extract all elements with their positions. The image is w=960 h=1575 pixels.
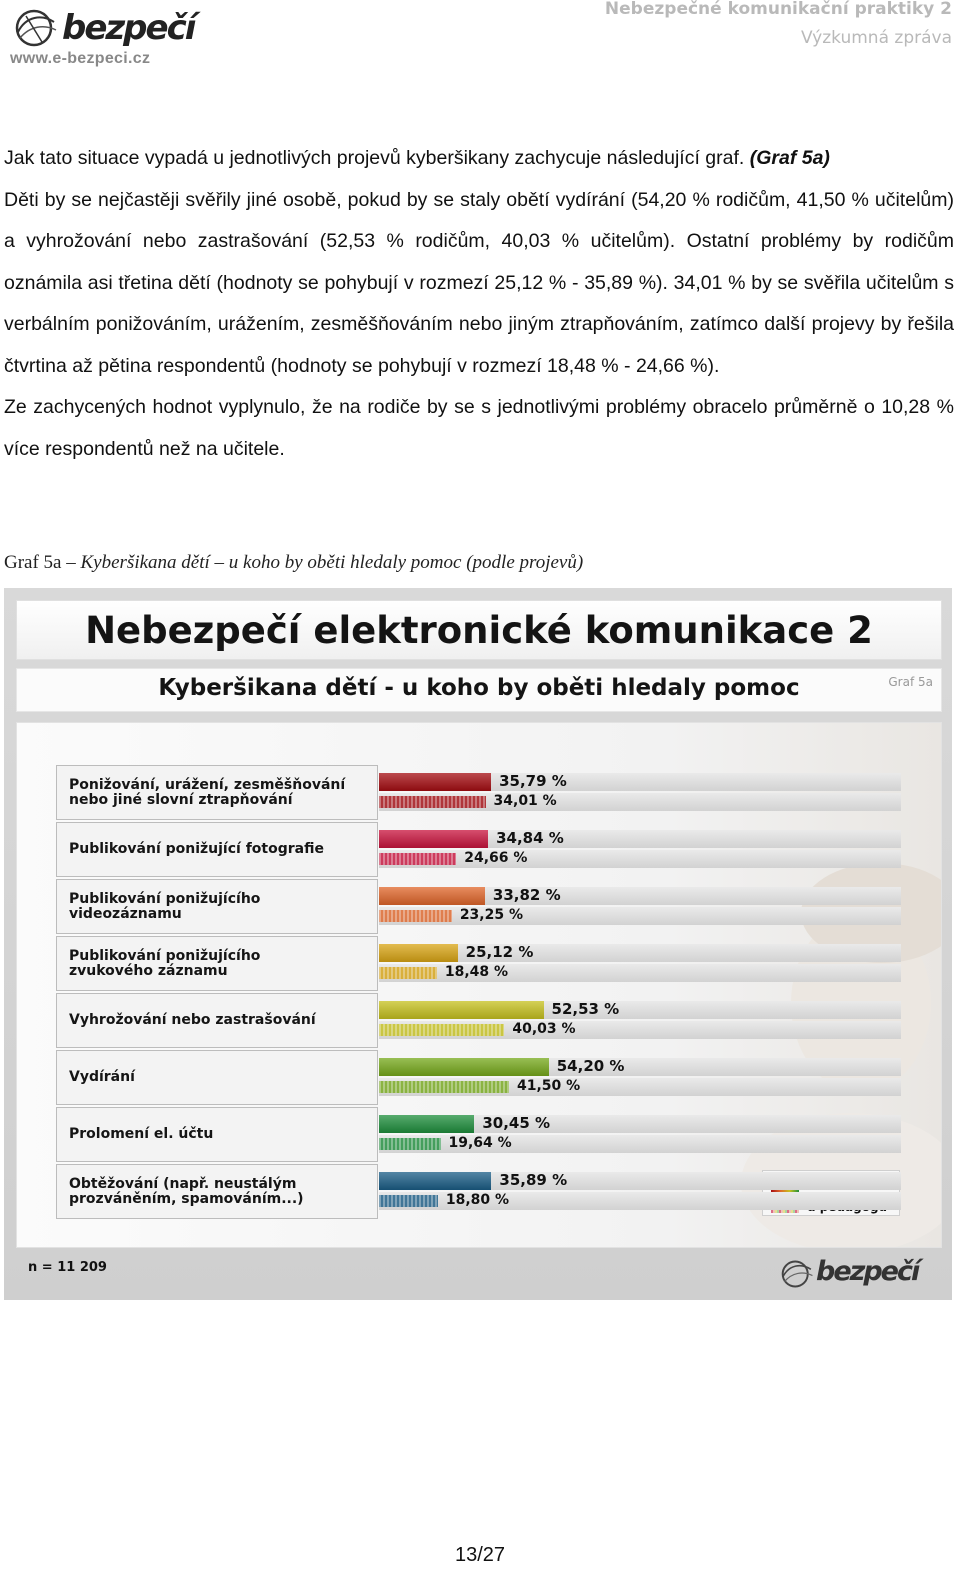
chart-title: Nebezpečí elektronické komunikace 2 [85,609,873,652]
chart-subtitle-box [16,668,942,712]
chart-subtitle: Kyberšikana dětí - u koho by oběti hledaly pomoc [158,675,800,701]
bar-teachers [379,853,456,865]
bezpeci-logo-icon [778,1256,814,1292]
value-label-teachers: 24,66 % [464,850,528,866]
bar-parents [379,830,488,848]
value-label-teachers: 41,50 % [516,1078,581,1094]
bar-teachers [379,796,486,808]
value-label-teachers: 40,03 % [512,1021,576,1037]
value-label-teachers: 19,64 % [448,1135,512,1151]
paragraph-findings: Děti by se nejčastěji svěřily jiné osobě, pokud by se staly obětí vydírání (54,20 % rodičům, 41,50 % učitelům) a vyhrožování nebo zastrašování (52,53 % rodičům, 40,03 % učitelům). Ostatní problémy by rodičům oznámila asi třetina dětí (hodnoty se pohybují v rozmezí 25,12 % - 35,89 %). 34,01 % by se svěřila učitelům s verbálním ponižováním, urážením, zesměšňováním nebo jiným ztrapňováním, zatímco další projevy by řešila čtvrtina až pětina respondentů (hodnoty se pohybují v rozmezí 18,48 % - 24,66 %). [4,188,954,377]
value-label-parents: 35,79 % [499,772,567,790]
category-label: Vydírání [56,1050,378,1105]
paragraph-intro [4,138,954,180]
page-number: 13/27 [454,1544,506,1566]
bezpeci-logo-icon [12,8,58,48]
value-label-teachers: 34,01 % [493,793,557,809]
value-label-parents: 30,45 % [482,1114,551,1132]
value-label-parents: 35,89 % [499,1171,568,1189]
caption-part1: Kyberšikana dětí [80,552,210,573]
document-header [605,0,952,48]
value-label-teachers: 23,25 % [459,907,523,923]
bar-track [379,850,901,868]
bar-parents [379,944,458,962]
value-label-parents: 25,12 % [465,943,534,961]
bar-parents [379,1001,544,1019]
bar-teachers [379,910,452,922]
bar-parents [379,887,485,905]
bar-teachers [379,1081,509,1093]
sample-size: n = 11 209 [28,1260,107,1275]
logo-url: www.e-bezpeci.cz [10,50,151,67]
bar-parents [379,1172,491,1190]
caption-dash: – [209,552,229,573]
caption-part2: u koho by oběti hledaly pomoc (podle projevů) [228,552,584,573]
value-label-parents: 33,82 % [492,886,561,904]
logo-wordmark: bezpečí [62,8,195,48]
chart-graf-5a [4,588,952,1300]
value-label-parents: 54,20 % [556,1057,625,1075]
bar-teachers [379,1024,504,1036]
document-title: Nebezpečné komunikační praktiky 2 [604,0,952,19]
bar-track [379,907,901,925]
graph-reference: (Graf 5a) [749,147,830,169]
bar-parents [379,1058,549,1076]
site-logo [10,6,195,68]
category-label: Vyhrožování nebo zastrašování [56,993,378,1048]
category-label: Prolomení el. účtu [56,1107,378,1162]
chart-title-box [16,600,942,660]
category-label: Ponižování, urážení, zesměšňování nebo jiné slovní ztrapňování [56,765,378,820]
chart-tag: Graf 5a [888,675,933,689]
value-label-teachers: 18,48 % [444,964,509,980]
bar-parents [379,773,491,791]
category-label: Publikování ponižujícího videozáznamu [56,879,378,934]
caption-prefix: Graf 5a [4,552,62,573]
intro-text: Jak tato situace vypadá u jednotlivých projevů kyberšikany zachycuje následující graf. [4,147,750,169]
category-label: Publikování ponižující fotografie [56,822,378,877]
bar-teachers [379,1195,438,1207]
caption-dash: – [61,552,81,573]
bar-teachers [379,967,437,979]
value-label-parents: 34,84 % [496,829,564,847]
figure-caption [4,552,583,574]
value-label-teachers: 18,80 % [445,1192,510,1208]
chart-logo [778,1256,938,1292]
body-text [4,138,954,470]
category-label: Obtěžování (např. neustálým prozváněním, spamováním...) [56,1164,378,1219]
chart-logo-wordmark: bezpečí [816,1256,919,1287]
bar-teachers [379,1138,441,1150]
category-label: Publikování ponižujícího zvukového záznamu [56,936,378,991]
bar-parents [379,1115,474,1133]
document-subtitle: Výzkumná zpráva [800,28,952,48]
paragraph-summary: Ze zachycených hodnot vyplynulo, že na rodiče by se s jednotlivými problémy obracelo průměrně o 10,28 % více respondentů než na učitele. [4,396,954,460]
value-label-parents: 52,53 % [551,1000,620,1018]
